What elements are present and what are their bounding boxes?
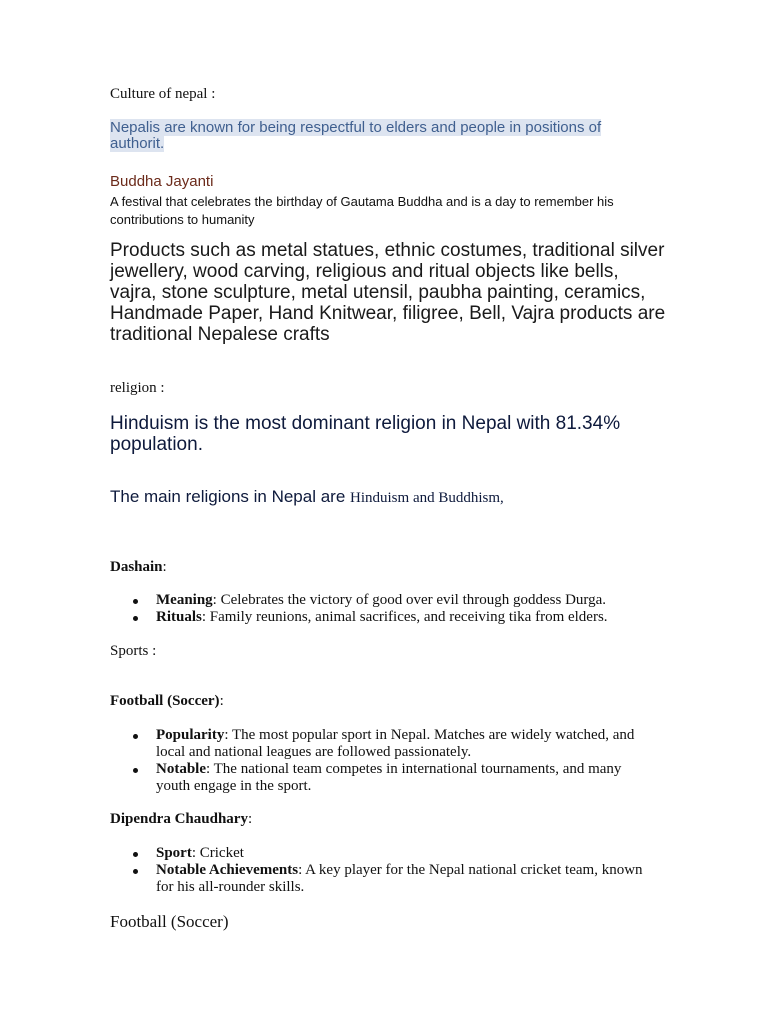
- list-item: [110, 862, 650, 896]
- main-religions-tail: Hinduism and Buddhism,: [350, 490, 504, 506]
- football-footer-heading: Football (Soccer): [110, 912, 229, 931]
- list-item: [110, 592, 650, 609]
- main-religions-lead: The main religions in Nepal are: [110, 487, 351, 506]
- dashain-heading: [110, 559, 167, 576]
- list-item: [110, 727, 650, 761]
- main-religions-line: [110, 487, 504, 507]
- religion-label: religion :: [110, 380, 165, 396]
- hinduism-paragraph: Hinduism is the most dominant religion in Nepal with 81.34% population.: [110, 413, 621, 455]
- list-item-text: : Celebrates the victory of good over evil through goddess Durga.: [212, 592, 607, 608]
- football-list: [110, 727, 650, 795]
- highlighted-text: Nepalis are known for being respectful to elders and people in positions of authorit.: [110, 119, 602, 152]
- dipendra-list: [110, 845, 650, 896]
- buddha-jayanti-description: A festival that celebrates the birthday of Gautama Buddha and is a day to remember his contributions to humanity: [110, 194, 614, 227]
- list-item-term: Meaning: [156, 592, 213, 608]
- sports-label: Sports :: [110, 643, 157, 659]
- list-item: [110, 609, 650, 626]
- list-item-text: : Family reunions, animal sacrifices, and receiving tika from elders.: [201, 609, 608, 625]
- list-item-term: Sport: [156, 845, 192, 861]
- dashain-heading-text: Dashain: [110, 559, 163, 575]
- dipendra-heading-text: Dipendra Chaudhary: [110, 811, 248, 827]
- list-item-term: Popularity: [156, 727, 225, 743]
- list-item-text: : Cricket: [191, 845, 244, 861]
- football-heading-text: Football (Soccer): [110, 693, 220, 709]
- buddha-jayanti-heading: Buddha Jayanti: [110, 173, 214, 190]
- dashain-heading-colon: :: [162, 559, 167, 575]
- list-item-text: : The national team competes in international tournaments, and many youth engage in the sport.: [156, 761, 622, 794]
- list-item: [110, 845, 650, 862]
- dipendra-heading-colon: :: [247, 811, 253, 827]
- football-heading-colon: :: [219, 693, 224, 709]
- list-item-term: Notable: [156, 761, 206, 777]
- list-item-term: Notable Achievements: [156, 862, 299, 878]
- page-title: Culture of nepal :: [110, 86, 216, 102]
- list-item: [110, 761, 650, 795]
- dashain-list: [110, 592, 650, 626]
- football-heading: [110, 693, 224, 710]
- list-item-text: : The most popular sport in Nepal. Matches are widely watched, and local and national leagues are followed passionately.: [156, 727, 635, 760]
- crafts-paragraph: Products such as metal statues, ethnic costumes, traditional silver jewellery, wood carving, religious and ritual objects like bells, vajra, stone sculpture, metal utensil, paubha painting, ceramics, Handmade Paper, Hand Knitwear, filigree, Bell, Vajra products are traditional Nepalese crafts: [110, 240, 666, 345]
- list-item-term: Rituals: [156, 609, 202, 625]
- list-item-text: : A key player for the Nepal national cricket team, known for his all-rounder skills.: [156, 862, 643, 895]
- dipendra-heading: [110, 811, 252, 828]
- respect-paragraph: [110, 120, 650, 152]
